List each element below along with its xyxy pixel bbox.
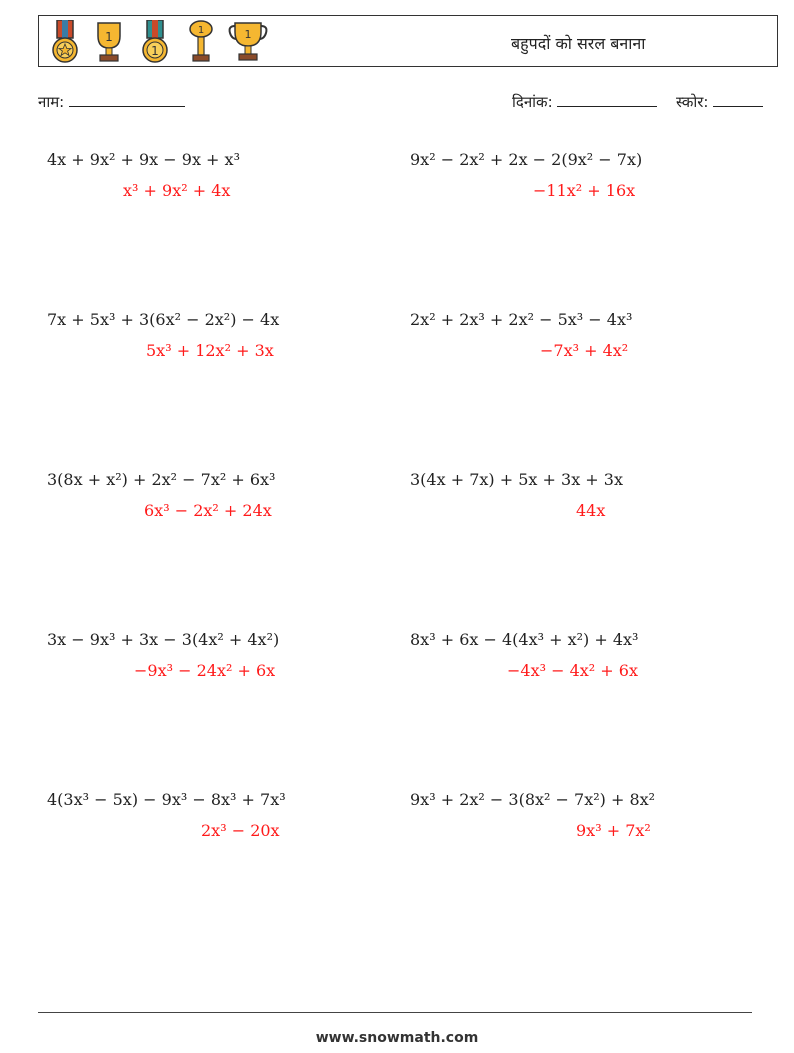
problem-answer: −7x³ + 4x² xyxy=(540,341,629,360)
worksheet-title: बहुपदों को सरल बनाना xyxy=(511,34,646,53)
problem-question: 9x² − 2x² + 2x − 2(9x² − 7x) xyxy=(410,150,643,169)
problem-question: 4x + 9x² + 9x − 9x + x³ xyxy=(47,150,240,169)
worksheet-header xyxy=(38,15,778,67)
medal-1-icon xyxy=(137,20,173,64)
problem-question: 4(3x³ − 5x) − 9x³ − 8x³ + 7x³ xyxy=(47,790,286,809)
trophy-icon xyxy=(227,20,269,64)
svg-text:1: 1 xyxy=(151,44,159,58)
score-field xyxy=(676,92,763,112)
problem-answer: −11x² + 16x xyxy=(533,181,636,200)
date-field xyxy=(512,92,657,112)
svg-text:1: 1 xyxy=(197,25,205,36)
name-blank[interactable] xyxy=(69,92,185,107)
date-label: दिनांक: xyxy=(512,93,553,111)
problem-question: 2x² + 2x³ + 2x² − 5x³ − 4x³ xyxy=(410,310,633,329)
problem-answer: 2x³ − 20x xyxy=(201,821,280,840)
svg-text:1: 1 xyxy=(244,28,252,41)
footer-url[interactable]: www.snowmath.com xyxy=(315,1030,479,1046)
name-label: नाम: xyxy=(38,93,65,111)
footer-divider xyxy=(38,1012,752,1013)
cup-1-icon xyxy=(183,20,219,64)
medal-star-icon xyxy=(47,20,83,64)
problem-answer: −9x³ − 24x² + 6x xyxy=(134,661,276,680)
problem-answer: x³ + 9x² + 4x xyxy=(123,181,231,200)
problem-answer: 44x xyxy=(576,501,606,520)
problem-answer: 6x³ − 2x² + 24x xyxy=(144,501,272,520)
problem-question: 8x³ + 6x − 4(4x³ + x²) + 4x³ xyxy=(410,630,639,649)
name-field xyxy=(38,92,185,112)
problem-question: 3(8x + x²) + 2x² − 7x² + 6x³ xyxy=(47,470,276,489)
problem-question: 3x − 9x³ + 3x − 3(4x² + 4x²) xyxy=(47,630,280,649)
score-label: स्कोर: xyxy=(676,93,709,111)
problem-question: 3(4x + 7x) + 5x + 3x + 3x xyxy=(410,470,623,489)
problem-answer: 9x³ + 7x² xyxy=(576,821,651,840)
problem-answer: 5x³ + 12x² + 3x xyxy=(146,341,274,360)
date-blank[interactable] xyxy=(557,92,657,107)
problem-answer: −4x³ − 4x² + 6x xyxy=(507,661,638,680)
score-blank[interactable] xyxy=(713,92,763,107)
problem-question: 9x³ + 2x² − 3(8x² − 7x²) + 8x² xyxy=(410,790,656,809)
problem-question: 7x + 5x³ + 3(6x² − 2x²) − 4x xyxy=(47,310,280,329)
svg-text:1: 1 xyxy=(105,30,113,44)
trophy-1-icon xyxy=(91,20,127,64)
